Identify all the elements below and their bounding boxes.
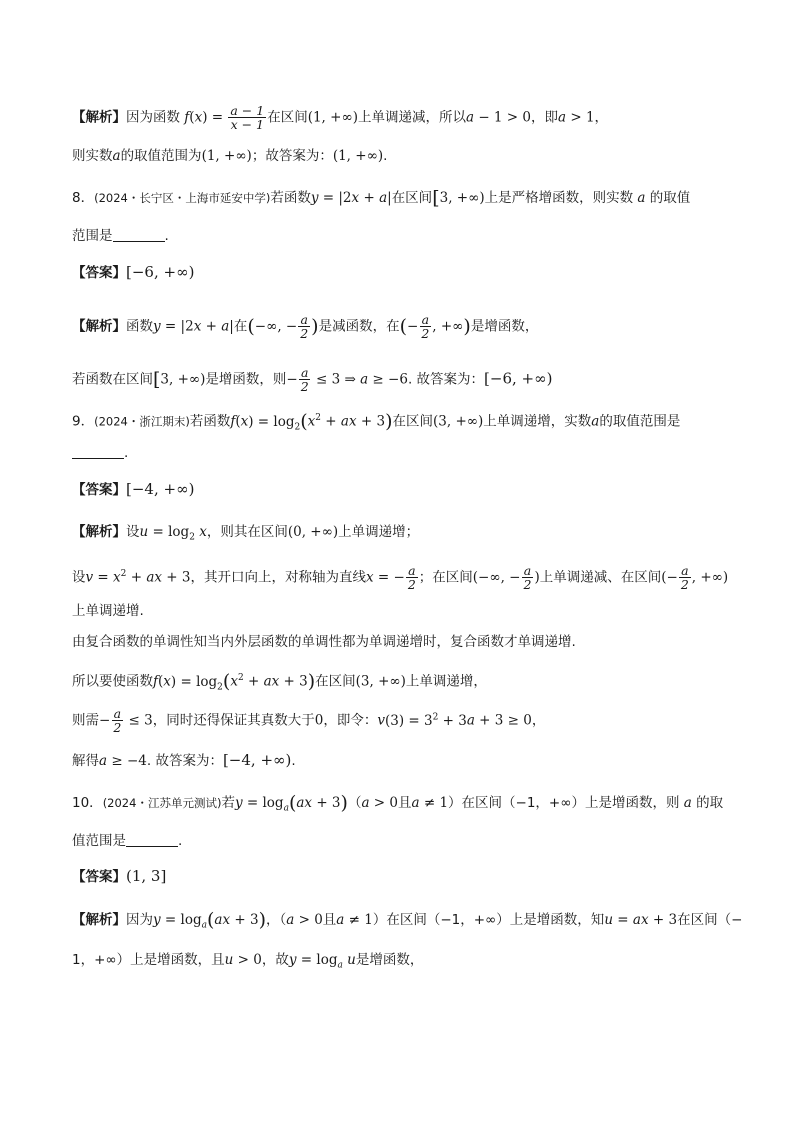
answer-blank bbox=[72, 444, 124, 459]
answer-value: (1, 3] bbox=[126, 867, 167, 885]
p9-analysis-line2: 设$v = x^2$ + ax + 3，其开口向上，对称轴为直线x = − $\frac{a}{2}$ ；在区间(−∞, − $\frac{a}{2}$ )上单调递减、在区间(− $\frac{a}{2}$ , +∞) bbox=[72, 563, 729, 592]
p8-stem-line1: 8．(2024・长宁区・上海市延安中学)若函数y = |2x + a|在区间[3, +∞)上是严格增函数，则实数 a 的取值 bbox=[72, 187, 691, 209]
p10-analysis-line1: 【解析】因为$y = \log_a(ax + 3)$，（a > 0且a ≠ 1）在区间（−1，+∞）上是增函数，知u = ax + 3在区间（− bbox=[72, 909, 743, 931]
p10-analysis-line2: 1，+∞）上是增函数，且u > 0，故$y = \log_a u$是增函数， bbox=[72, 952, 424, 971]
question-number: 9． bbox=[72, 413, 95, 430]
answer-blank bbox=[126, 832, 178, 847]
analysis-label: 【解析】 bbox=[72, 109, 126, 126]
p7-analysis-line1: 【解析】因为函数 f(x) = $\frac{a - 1}{x - 1}$ 在区间(1, +∞)上单调递减，所以a − 1 > 0，即a > 1， bbox=[72, 103, 609, 132]
answer-value: [−6, +∞) bbox=[126, 263, 195, 281]
question-number: 10． bbox=[72, 795, 103, 811]
p9-analysis-line4: 由复合函数的单调性知当内外层函数的单调性都为单调递增时，复合函数才单调递增. bbox=[72, 634, 576, 650]
p8-analysis-line2: 若函数在区间[3, +∞)是增函数，则− $\frac{a}{2}$ ≤ 3 ⇒ a ≥ −6. 故答案为：[−6, +∞) bbox=[72, 365, 553, 394]
analysis-label: 【解析】 bbox=[72, 524, 126, 540]
p9-analysis-line5: 所以要使函数$f(x) = \log_2(x^2$ + ax + 3)在区间(3, +∞)上单调递增， bbox=[72, 670, 487, 693]
analysis-label: 【解析】 bbox=[72, 318, 126, 335]
answer-label: 【答案】 bbox=[72, 869, 126, 885]
p10-answer bbox=[72, 866, 724, 887]
analysis-label: 【解析】 bbox=[72, 912, 126, 928]
question-source: (2024・浙江期末) bbox=[94, 414, 190, 429]
p9-analysis-line3: 上单调递增. bbox=[72, 603, 144, 619]
p7-analysis-line2: 则实数a的取值范围为(1, +∞)；故答案为：(1, +∞). bbox=[72, 148, 388, 164]
p8-analysis-line1: 【解析】函数y = |2x + a|在(−∞, − $\frac{a}{2}$ )是减函数，在(− $\frac{a}{2}$ , +∞)是增函数， bbox=[72, 312, 539, 341]
answer-label: 【答案】 bbox=[72, 265, 126, 281]
question-number: 8． bbox=[72, 190, 95, 206]
answer-value: [−4, +∞) bbox=[126, 480, 195, 498]
answer-label: 【答案】 bbox=[72, 482, 126, 498]
p9-analysis-line6: 则需− $\frac{a}{2}$ ≤ 3，同时还得保证其真数大于0，即令：$v(3) = 3^2 + 3a + 3 \ge 0$， bbox=[72, 706, 546, 735]
p8-answer bbox=[72, 262, 724, 283]
question-source: (2024・长宁区・上海市延安中学) bbox=[94, 191, 271, 205]
p9-stem-line2: . bbox=[72, 443, 724, 463]
p9-stem-line1: 9．(2024・浙江期末)若函数$f(x) = \log_2(x^2$ + ax + 3)在区间(3, +∞)上单调递增，实数a的取值范围是 bbox=[72, 410, 681, 433]
p9-analysis-line7: 解得a ≥ −4. 故答案为：[−4, +∞). bbox=[72, 751, 296, 769]
p10-stem-line2: 值范围是 . bbox=[72, 833, 183, 849]
p9-answer bbox=[72, 479, 724, 500]
p9-analysis-line1: 【解析】设$u = \log_2 x$，则其在区间(0, +∞)上单调递增； bbox=[72, 524, 420, 543]
question-source: (2024・江苏单元测试) bbox=[102, 796, 222, 810]
p10-stem-line1: 10．(2024・江苏单元测试)若$y = \log_a(ax + 3)(a > 0$且a ≠ 1）在区间（−1，+∞）上是增函数，则 a 的取 bbox=[72, 792, 724, 814]
p8-stem-line2: 范围是 . bbox=[72, 228, 169, 244]
answer-blank bbox=[113, 227, 165, 242]
